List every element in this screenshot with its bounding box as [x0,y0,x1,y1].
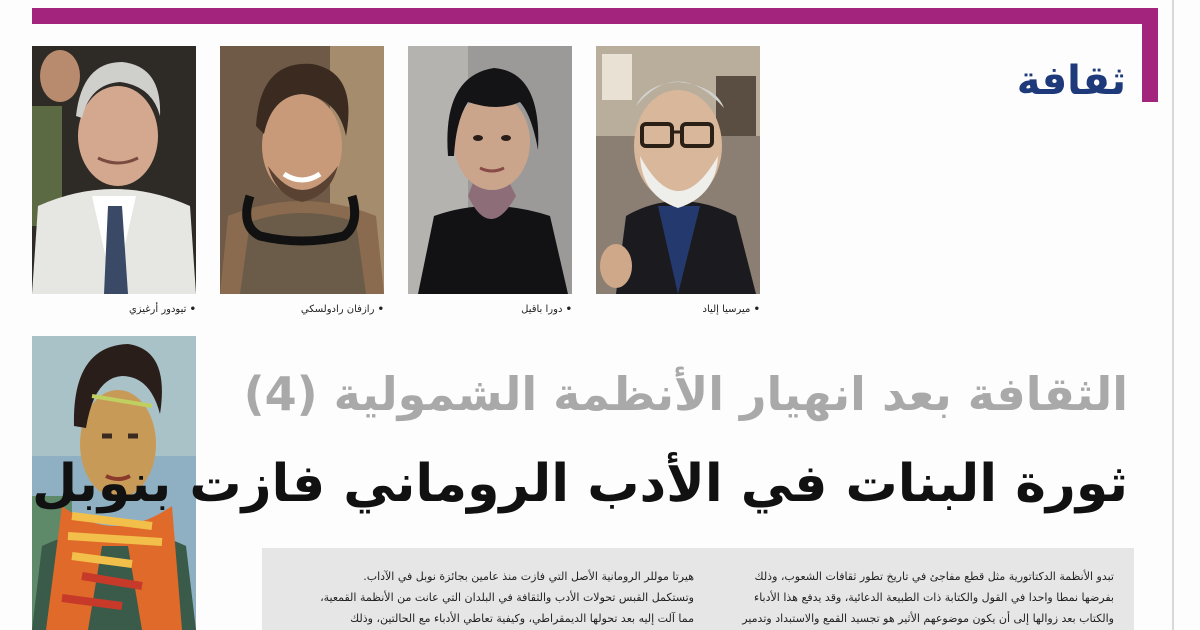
photo-caption-1 [596,304,760,315]
intro-line: والكتاب بعد زوالها إلى أن يكون موضوعهم الأثير هو تجسيد القمع والاستبداد وتدمير [742,612,1114,625]
intro-line: وتستكمل القبس تحولات الأدب والثقافة في البلدان التي عانت من الأنظمة القمعية، [320,591,694,604]
intro-column-right [718,566,1114,629]
intro-line: هيرتا موللر الرومانية الأصل التي فازت منذ عامين بجائزة نوبل في الآداب. [363,570,694,583]
bullet-icon: • [377,304,384,315]
section-label: ثقافة [1016,58,1126,104]
photo-caption-3 [220,304,384,315]
portrait-photo-1 [596,46,760,294]
article-headline: ثورة البنات في الأدب الروماني فازت بنوبل [31,454,1128,514]
photo-caption-4 [32,304,196,315]
page-fold-line [1172,0,1174,630]
intro-line: مما آلت إليه بعد تحولها الديمقراطي، وكيفية تعاطي الأدباء مع الحالتين، وذلك [350,612,694,625]
caption-text: دورا باقيل [521,304,563,315]
photo-caption-2 [408,304,572,315]
article-kicker: الثقافة بعد انهيار الأنظمة الشمولية (4) [243,367,1128,421]
caption-text: ميرسيا إلياد [702,304,751,315]
portrait-photo-4 [32,46,196,294]
intro-column-left [298,566,694,629]
caption-text: تيودور أرغيزي [128,304,187,315]
section-frame-right [1142,8,1158,102]
portrait-photo-2 [408,46,572,294]
intro-line: بفرضها نمطا واحدا في القول والكتابة ذات الطبيعة الدعائية، وقد يدفع هذا الأدباء [754,591,1114,604]
bullet-icon: • [565,304,572,315]
bullet-icon: • [753,304,760,315]
portrait-photo-3 [220,46,384,294]
caption-text: رازفان رادولسكي [300,304,375,315]
intro-line: تبدو الأنظمة الدكتاتورية مثل قطع مفاجئ في تاريخ تطور ثقافات الشعوب، وذلك [754,570,1114,583]
article-intro-box [262,548,1134,630]
section-frame-top [32,8,1158,24]
bullet-icon: • [189,304,196,315]
